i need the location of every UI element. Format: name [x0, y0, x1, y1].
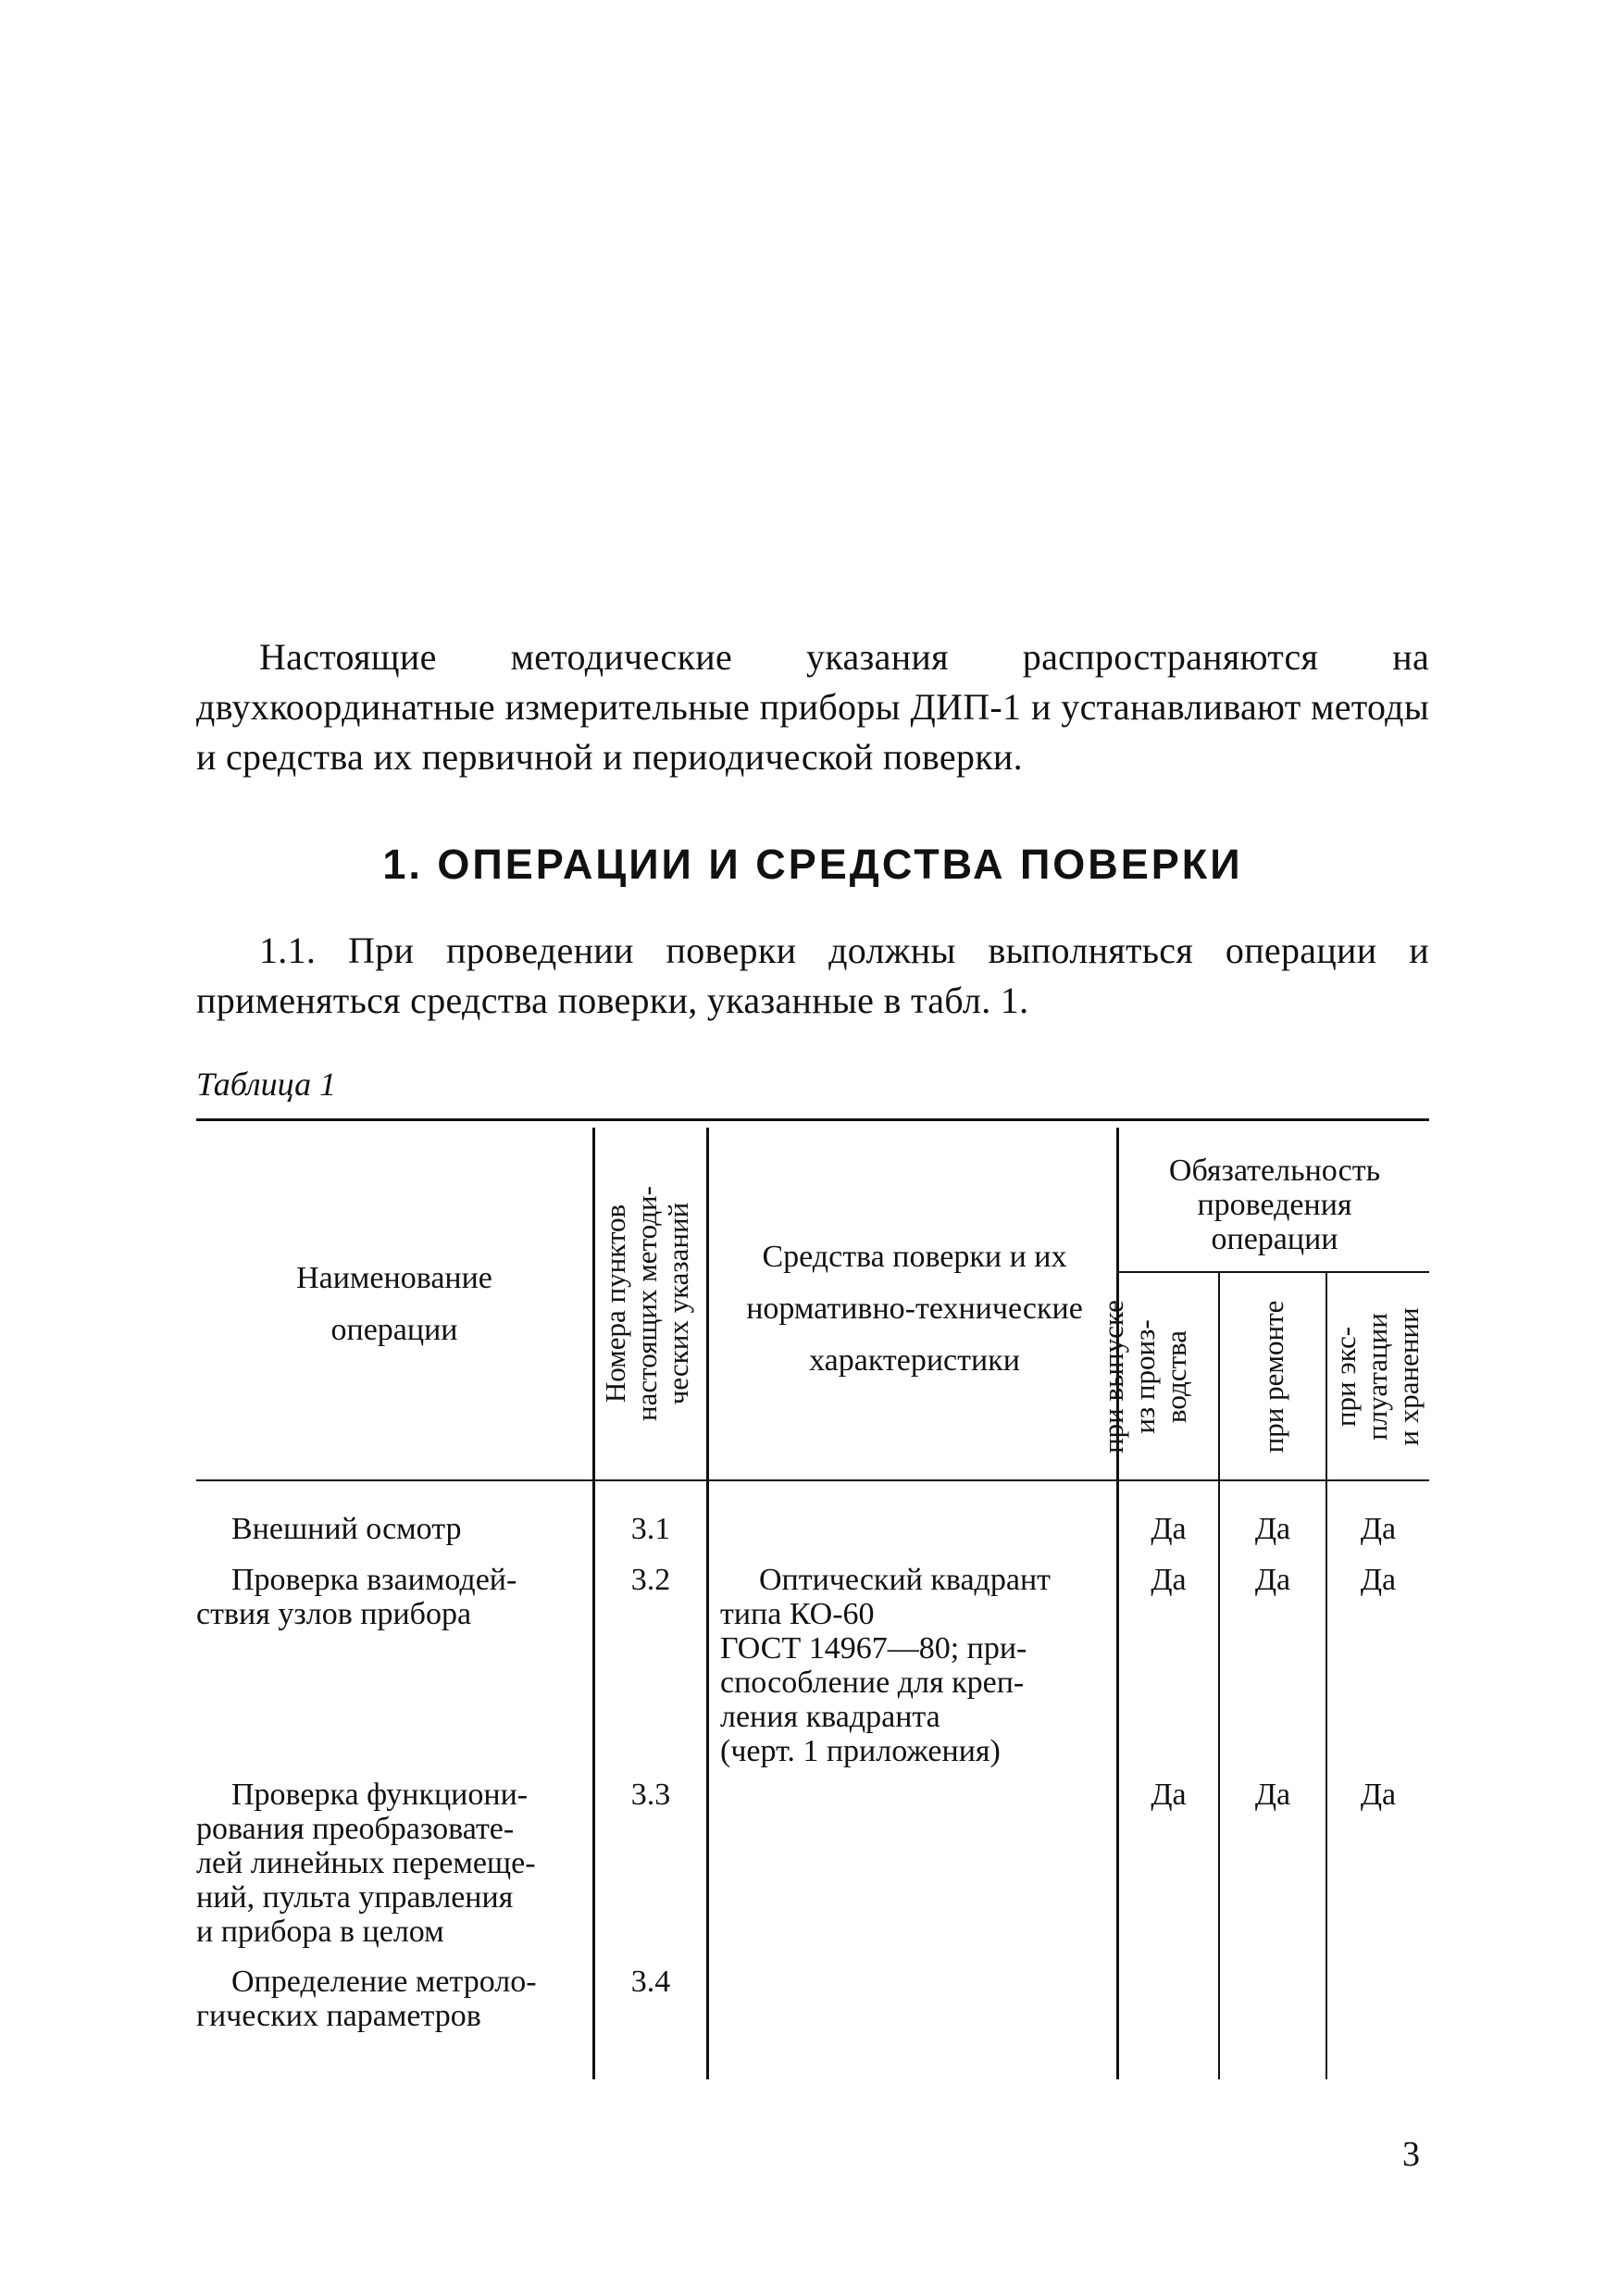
table-col-rule-5 — [1326, 1273, 1327, 2079]
table-top-rule — [196, 1118, 1429, 1121]
table-row-3-release: Да — [1151, 1778, 1187, 1812]
header-at-release: при выпуске из произ- водства — [1097, 1300, 1192, 1454]
table-row-1-name: Внешний осмотр — [231, 1512, 462, 1546]
header-tools: Средства поверки и их нормативно-технические характеристики — [746, 1240, 1083, 1378]
table-row-1-number: 3.1 — [630, 1512, 671, 1546]
header-at-operation: при экс- плуатации и хранении — [1329, 1307, 1425, 1446]
table-row-1-operation: Да — [1360, 1512, 1397, 1546]
table-col-rule-4 — [1218, 1273, 1220, 2079]
table-obligation-rule — [1118, 1271, 1429, 1273]
table-row-2-operation: Да — [1360, 1563, 1397, 1597]
header-item-numbers: Номера пунктов настоящих методи- ческих указаний — [599, 1186, 694, 1421]
table-caption: Таблица 1 — [196, 1066, 337, 1103]
table-row-3-repair: Да — [1254, 1778, 1291, 1812]
intro-paragraph: Настоящие методические указания распространяются на двухкоординатные измерительные приборы ДИП-1 и устанавливают методы и средства их первичной и периодической поверки. — [196, 636, 1429, 778]
section-heading: 1. ОПЕРАЦИИ И СРЕДСТВА ПОВЕРКИ — [382, 841, 1243, 888]
table-row-4-name: Определение метроло- гических параметров — [196, 1965, 537, 2033]
table-row-1-release: Да — [1151, 1512, 1187, 1546]
table-row-2-name: Проверка взаимодей- ствия узлов прибора — [196, 1563, 517, 1631]
table-row-2-tools: Оптический квадрант типа КО-60 ГОСТ 14967—80; при- способление для креп- ления квадранта (черт. 1 приложения) — [720, 1563, 1051, 1768]
table-col-rule-3 — [1116, 1128, 1119, 2079]
table-row-2-release: Да — [1151, 1563, 1187, 1597]
paragraph-1-1: 1.1. При проведении поверки должны выполняться операции и применяться средства поверки, указанные в табл. 1. — [196, 930, 1429, 1021]
table-col-rule-1 — [592, 1128, 595, 2079]
table-header-rule — [196, 1479, 1429, 1481]
table-row-3-number: 3.3 — [630, 1778, 671, 1812]
page-number: 3 — [1402, 2135, 1420, 2174]
table-row-2-repair: Да — [1254, 1563, 1291, 1597]
header-operation-name: Наименование операции — [296, 1261, 492, 1347]
table-row-3-name: Проверка функциони- рования преобразовате- лей линейных перемеще- ний, пульта управления и прибора в целом — [196, 1778, 536, 1949]
table-col-rule-2 — [706, 1128, 709, 2079]
header-obligation: Обязательность проведения операции — [1168, 1154, 1381, 1256]
table-row-1-repair: Да — [1254, 1512, 1291, 1546]
table-row-4-number: 3.4 — [630, 1965, 671, 1999]
table-row-3-operation: Да — [1360, 1778, 1397, 1812]
table-row-2-number: 3.2 — [630, 1563, 671, 1597]
header-at-repair: при ремонте — [1257, 1300, 1289, 1454]
